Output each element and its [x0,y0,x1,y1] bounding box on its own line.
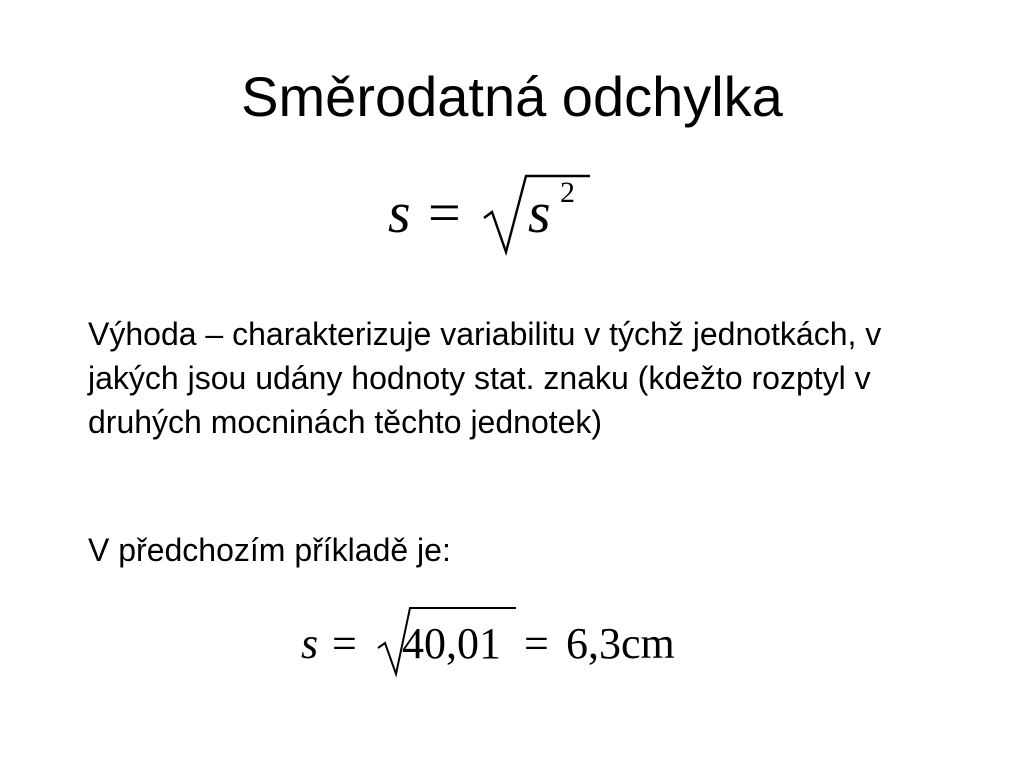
formula-result-value: 6,3cm [566,619,675,668]
formula-lhs-symbol: s [388,180,411,245]
advantage-paragraph: Výhoda – charakterizuje variabilitu v týchž jednotkách, v jakých jsou udány hodnoty stat. znaku (kdežto rozptyl v druhých mocninách těchto jednotek) [88,316,882,440]
formula-radicand-value: 40,01 [402,619,501,668]
formula-equals-sign: = [332,619,357,668]
std-deviation-formula [380,168,600,258]
slide-title: Směrodatná odchylka [241,65,783,128]
example-result-formula [296,604,716,684]
formula-radicand: s [528,180,551,245]
formula-equals-sign-2: = [524,619,549,668]
formula-exponent: 2 [560,176,575,209]
formula-equals-sign: = [428,180,461,245]
example-intro-paragraph: V předchozím příkladě je: [88,532,451,568]
formula-lhs-symbol: s [301,619,319,668]
